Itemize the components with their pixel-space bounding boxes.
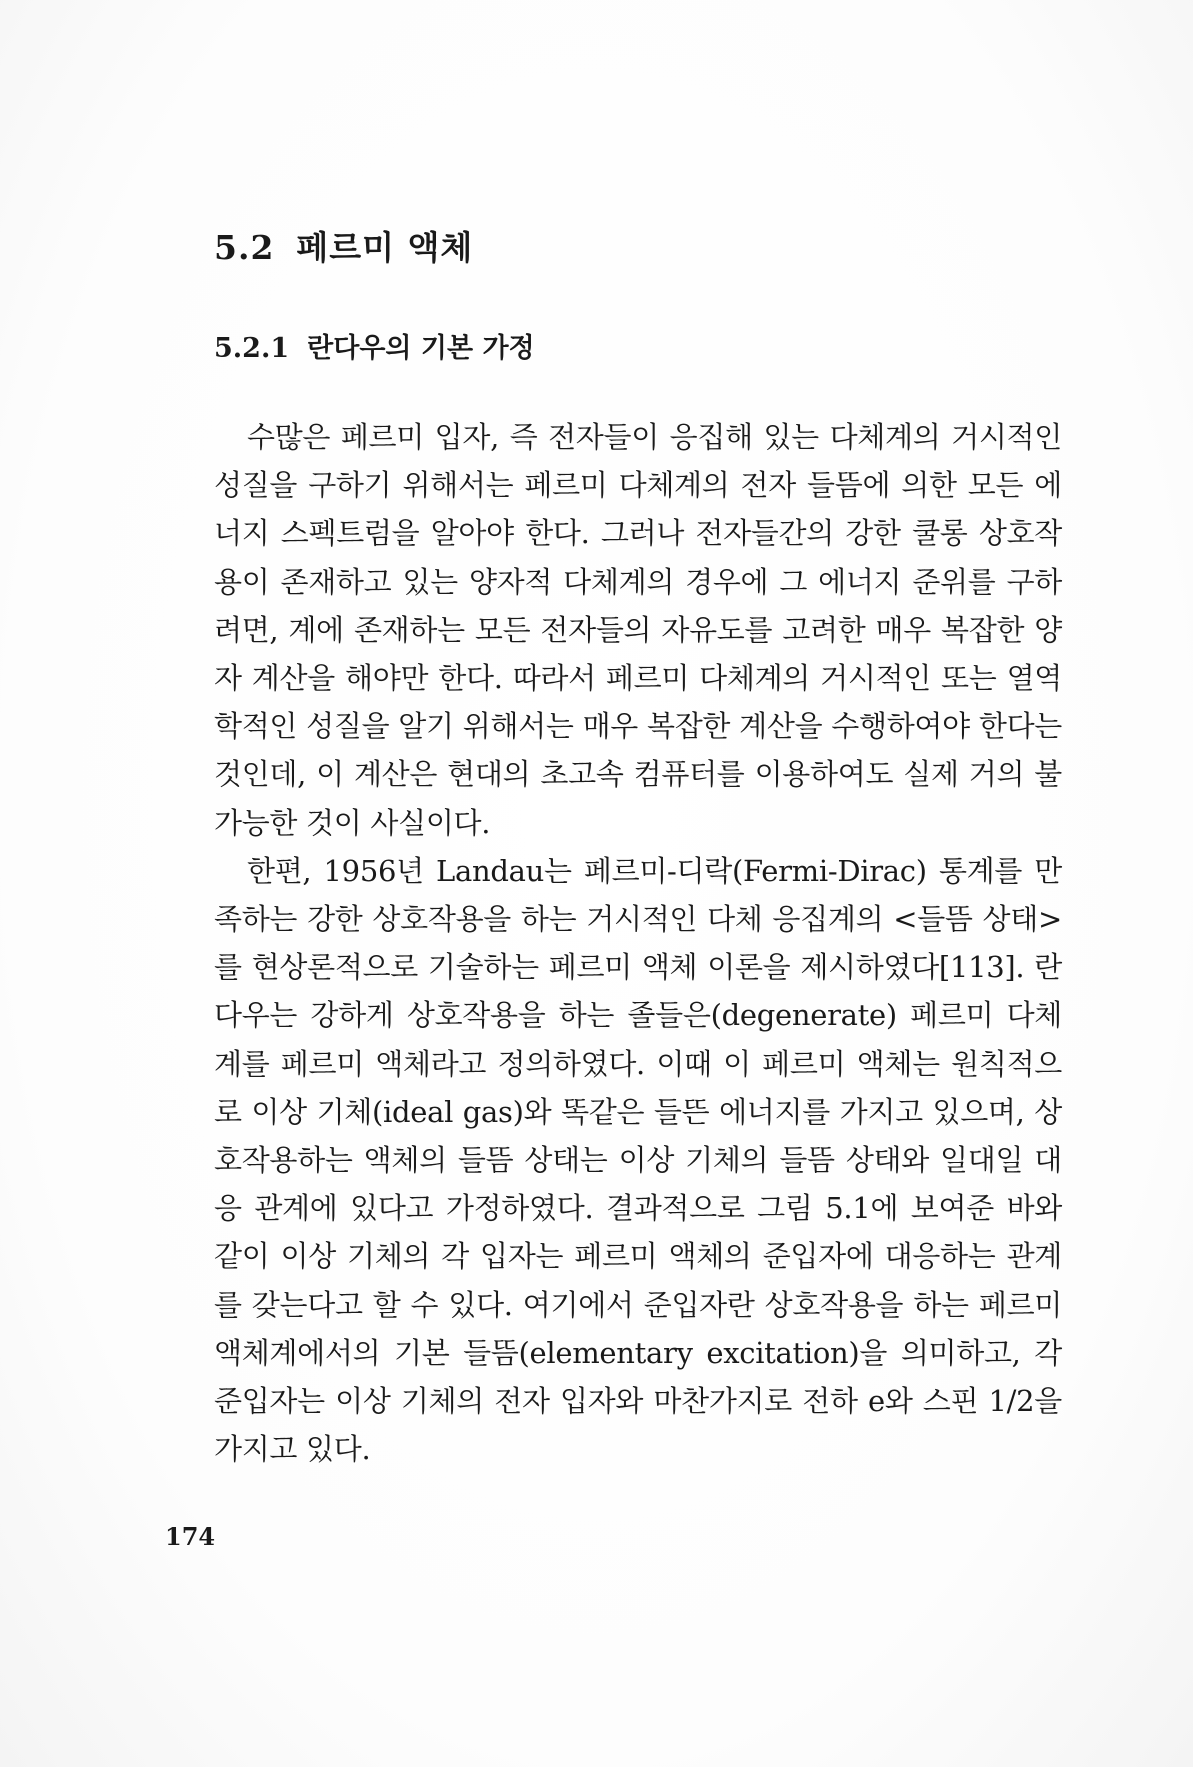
paragraph-1: 수많은 페르미 입자, 즉 전자들이 응집해 있는 다체계의 거시적인 성질을 구하기 위해서는 페르미 다체계의 전자 들뜸에 의한 모든 에너지 스펙트럼을 알아야 한다. 그러나 전자들간의 강한 쿨롱 상호작용이 존재하고 있는 양자적 다체계의 경우에 그 에너지 준위를 구하려면, 계에 존재하는 모든 전자들의 자유도를 고려한 매우 복잡한 양자 계산을 해야만 한다. 따라서 페르미 다체계의 거시적인 또는 열역학적인 성질을 알기 위해서는 매우 복잡한 계산을 수행하여야 한다는 것인데, 이 계산은 현대의 초고속 컴퓨터를 이용하여도 실제 거의 불가능한 것이 사실이다. — [214, 420, 1062, 840]
section-number: 5.2 — [214, 228, 275, 267]
paragraph-2: 한편, 1956년 Landau는 페르미-디락(Fermi-Dirac) 통계를 만족하는 강한 상호작용을 하는 거시적인 다체 응집계의 <들뜸 상태>를 현상론적으로 기술하는 페르미 액체 이론을 제시하였다[113]. 란다우는 강하게 상호작용을 하는 졸들은(degenerate) 페르미 다체계를 페르미 액체라고 정의하였다. 이때 이 페르미 액체는 원칙적으로 이상 기체(ideal gas)와 똑같은 들뜬 에너지를 가지고 있으며, 상호작용하는 액체의 들뜸 상태는 이상 기체의 들뜸 상태와 일대일 대응 관계에 있다고 가정하였다. 결과적으로 그림 5.1에 보여준 바와 같이 이상 기체의 각 입자는 페르미 액체의 준입자에 대응하는 관계를 갖는다고 할 수 있다. 여기에서 준입자란 상호작용을 하는 페르미 액체계에서의 기본 들뜸(elementary excitation)을 의미하고, 각 준입자는 이상 기체의 전자 입자와 마찬가지로 전하 e와 스핀 1/2을 가지고 있다. — [214, 853, 1062, 1467]
subsection-number: 5.2.1 — [214, 333, 290, 364]
page-number: 174 — [165, 1522, 216, 1551]
subsection-heading — [214, 326, 535, 365]
section-title: 페르미 액체 — [296, 228, 474, 267]
section-heading — [214, 222, 473, 269]
body-text — [214, 413, 1062, 1473]
subsection-title: 란다우의 기본 가정 — [307, 333, 535, 364]
